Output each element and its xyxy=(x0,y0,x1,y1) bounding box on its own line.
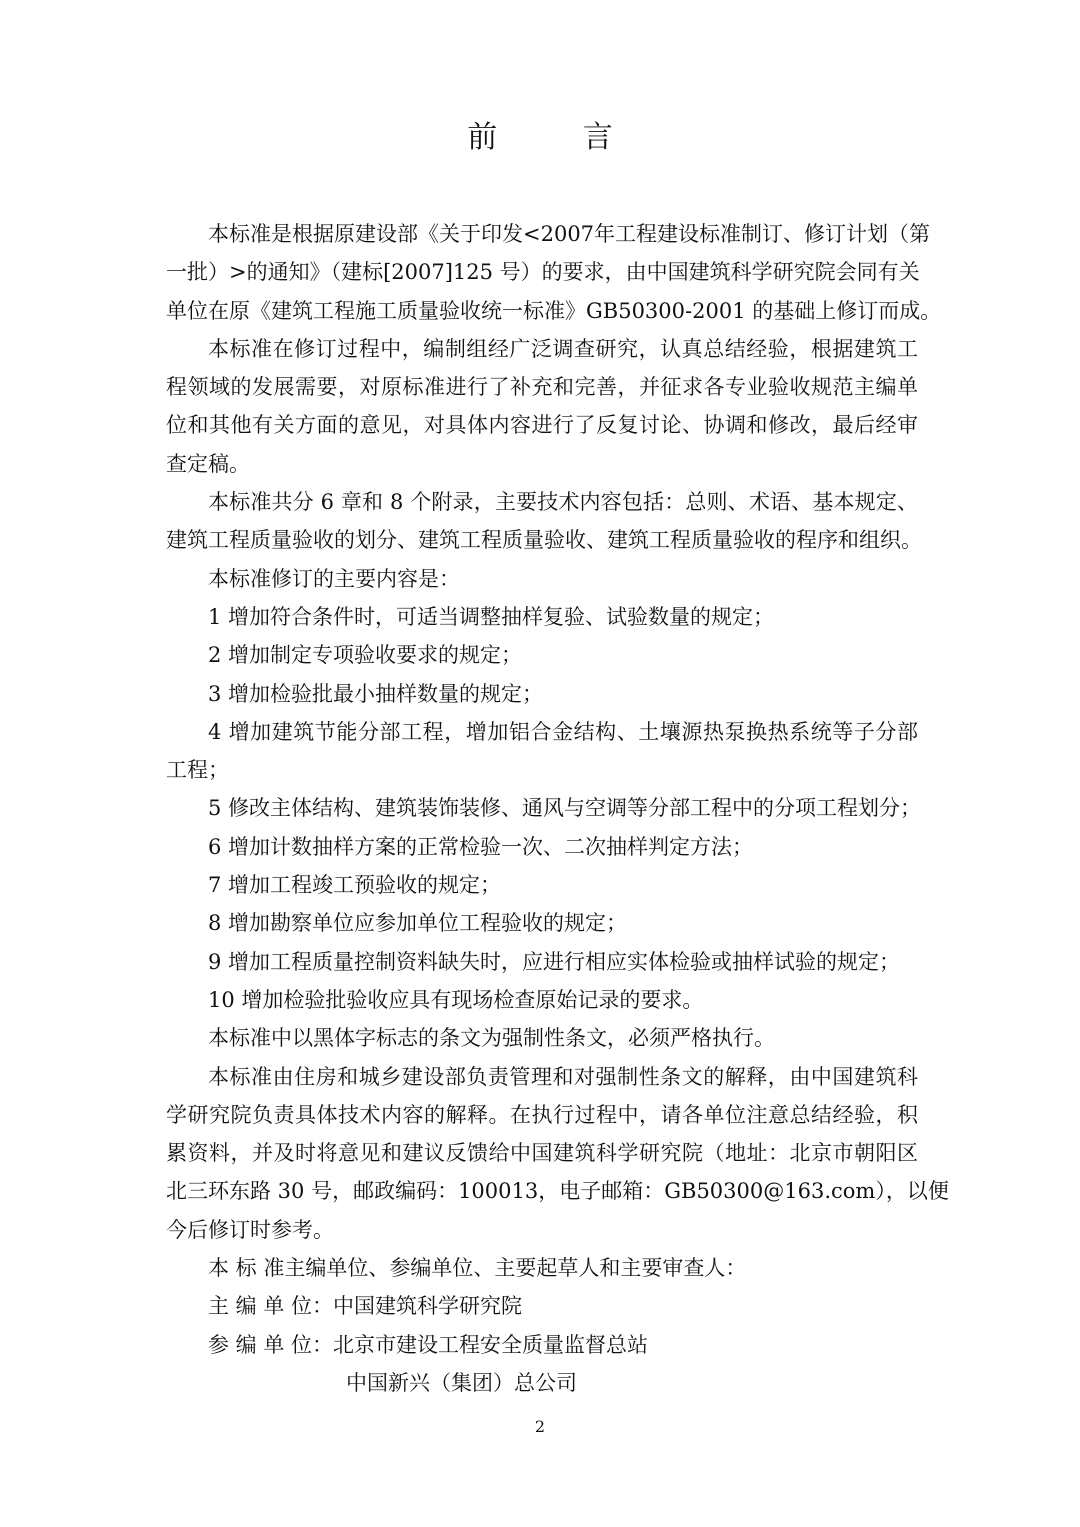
text-line: 本标准在修订过程中，编制组经广泛调查研究，认真总结经验，根据建筑工 xyxy=(208,336,918,361)
text-line: 累资料，并及时将意见和建议反馈给中国建筑科学研究院（地址：北京市朝阳区 xyxy=(166,1141,918,1166)
participating-unit-line: 中国新兴（集团）总公司 xyxy=(346,1370,577,1395)
text-line: 本标准共分 6 章和 8 个附录，主要技术内容包括：总则、术语、基本规定、 xyxy=(208,490,918,515)
list-item-continuation: 工程； xyxy=(166,758,229,783)
text-line: 一批）>的通知》（建标[2007]125 号）的要求，由中国建筑科学研究院会同有关 xyxy=(166,260,920,285)
text-line: 查定稿。 xyxy=(166,451,250,476)
participating-unit-line: 参 编 单 位：北京市建设工程安全质量监督总站 xyxy=(208,1332,649,1357)
list-item: 5 修改主体结构、建筑装饰装修、通风与空调等分部工程中的分项工程划分； xyxy=(208,796,922,821)
list-item: 10 增加检验批验收应具有现场检查原始记录的要求。 xyxy=(208,987,704,1012)
list-item: 3 增加检验批最小抽样数量的规定； xyxy=(208,681,544,706)
preface-body xyxy=(166,215,949,1402)
list-item: 7 增加工程竣工预验收的规定； xyxy=(208,873,502,898)
text-line: 位和其他有关方面的意见，对具体内容进行了反复讨论、协调和修改，最后经审 xyxy=(166,413,918,438)
text-line: 建筑工程质量验收的划分、建筑工程质量验收、建筑工程质量验收的程序和组织。 xyxy=(166,528,922,553)
list-item: 6 增加计数抽样方案的正常检验一次、二次抽样判定方法； xyxy=(208,834,754,859)
page-number: 2 xyxy=(534,1417,546,1436)
text-line: 北三环东路 30 号，邮政编码：100013，电子邮箱：GB50300@163.com），以便 xyxy=(166,1179,949,1204)
page-title: 前 言 xyxy=(467,120,651,155)
list-item: 8 增加勘察单位应参加单位工程验收的规定； xyxy=(208,911,628,936)
text-line: 本标准中以黑体字标志的条文为强制性条文，必须严格执行。 xyxy=(208,1026,775,1051)
text-line: 本标准由住房和城乡建设部负责管理和对强制性条文的解释，由中国建筑科 xyxy=(208,1064,918,1089)
list-item: 2 增加制定专项验收要求的规定； xyxy=(208,643,523,668)
text-line: 今后修订时参考。 xyxy=(166,1217,334,1242)
text-line: 单位在原《建筑工程施工质量验收统一标准》GB50300-2001 的基础上修订而成。 xyxy=(166,298,942,323)
text-line: 程领域的发展需要，对原标准进行了补充和完善，并征求各专业验收规范主编单 xyxy=(166,375,918,400)
text-line: 学研究院负责具体技术内容的解释。在执行过程中，请各单位注意总结经验，积 xyxy=(166,1102,918,1127)
list-item: 4 增加建筑节能分部工程，增加铝合金结构、土壤源热泵换热系统等子分部 xyxy=(208,719,918,744)
chief-editor-line: 主 编 单 位：中国建筑科学研究院 xyxy=(208,1294,523,1319)
list-item: 9 增加工程质量控制资料缺失时，应进行相应实体检验或抽样试验的规定； xyxy=(208,949,901,974)
text-line: 本 标 准主编单位、参编单位、主要起草人和主要审查人： xyxy=(208,1256,747,1281)
list-item: 1 增加符合条件时，可适当调整抽样复验、试验数量的规定； xyxy=(208,604,775,629)
text-line: 本标准是根据原建设部《关于印发<2007年工程建设标准制订、修订计划（第 xyxy=(208,222,931,246)
text-line: 本标准修订的主要内容是： xyxy=(208,566,460,591)
